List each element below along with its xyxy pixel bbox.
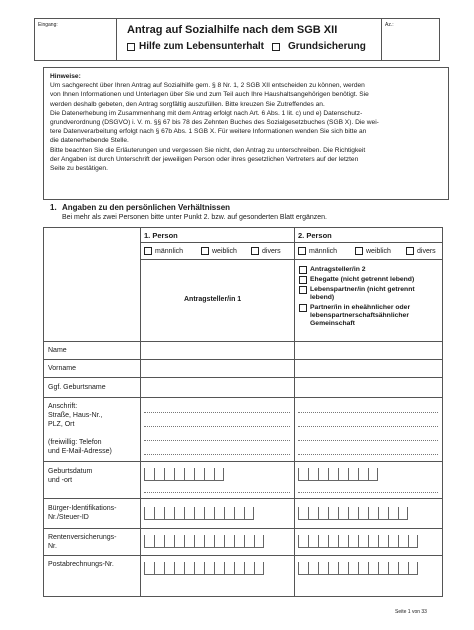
hinweise-line: von Ihnen Informationen und Unterlagen über Sie und zum Teil auch Ihre Haushaltsangehörigen benötigt. Sie [50, 91, 369, 99]
hinweise-line: werden deshalb gebeten, den Antrag sorgfältig auszufüllen. Bitte kreuzen Sie Zutreffendes an. [50, 100, 325, 108]
p1-birthplace-line[interactable] [144, 492, 290, 493]
role-checkbox[interactable] [299, 266, 307, 274]
hinweise-box [43, 67, 449, 200]
p1-weiblich-checkbox[interactable] [201, 247, 209, 255]
p1-divers-checkbox[interactable] [251, 247, 259, 255]
az-field[interactable] [381, 19, 439, 60]
name-label: Name [48, 347, 67, 354]
grundsicherung-label: Grundsicherung [288, 41, 366, 52]
hinweise-title: Hinweise: [50, 73, 81, 80]
personal-details-table [43, 227, 443, 597]
person2-heading: 2. Person [298, 231, 332, 240]
hinweise-line: tere Datenverarbeitung erfolgt nach § 67b Abs. 1 SGB X. Für weitere Informationen wenden Sie sich bitte an [50, 128, 367, 136]
divers-label: divers [417, 247, 436, 255]
p1-maennlich-option[interactable] [144, 247, 183, 255]
p1-steuer-id-boxes[interactable] [144, 507, 254, 520]
form-title: Antrag auf Sozialhilfe nach dem SGB XII [127, 24, 338, 36]
role-partner-gemeinschaft[interactable] [299, 304, 441, 328]
address-line[interactable] [144, 454, 290, 455]
role-label: Antragsteller/in 2 [310, 266, 366, 273]
weiblich-label: weiblich [212, 247, 237, 255]
az-label: Az.: [385, 22, 394, 28]
address-line[interactable] [298, 440, 438, 441]
hinweise-line: die datenerhebende Stelle. [50, 137, 129, 145]
person2-role-options [299, 266, 441, 330]
p2-weiblich-checkbox[interactable] [355, 247, 363, 255]
hinweise-line: Bitte beachten Sie die Erläuterungen und vergessen Sie nicht, den Antrag zu unterschreiben. Die Richtigkeit [50, 146, 366, 154]
role-label: Ehegatte (nicht getrennt lebend) [310, 276, 415, 283]
p2-weiblich-option[interactable] [355, 247, 391, 255]
form-header [34, 18, 440, 61]
section-subtitle: Bei mehr als zwei Personen bitte unter Punkt 2. bzw. auf gesonderten Blatt ergänzen. [62, 214, 327, 221]
divers-label: divers [262, 247, 281, 255]
eingang-label: Eingang: [38, 22, 58, 28]
p2-birthplace-line[interactable] [298, 492, 438, 493]
geburtsname-label: Ggf. Geburtsname [48, 384, 106, 391]
address-line[interactable] [298, 412, 438, 413]
role-label: Partner/in in eheähnlicher oder lebenspartnerschaftsähnlicher Gemeinschaft [310, 304, 411, 327]
role-antragsteller2[interactable] [299, 266, 441, 274]
address-line[interactable] [144, 426, 290, 427]
p2-maennlich-checkbox[interactable] [298, 247, 306, 255]
p1-postabrechnung-boxes[interactable] [144, 562, 264, 575]
help-type-options [127, 41, 366, 52]
role-ehegatte[interactable] [299, 276, 441, 284]
address-line[interactable] [298, 426, 438, 427]
hinweise-line: grundverordnung (DSGVO) i. V. m. §§ 67 bis 78 des Zehnten Buches des Sozialgesetzbuches (SGB X). Die wei- [50, 119, 379, 127]
postabrechnung-label: Postabrechnungs-Nr. [48, 561, 114, 568]
rentenversicherung-label: Rentenversicherungs- Nr. [48, 534, 117, 550]
maennlich-label: männlich [155, 247, 184, 255]
address-line[interactable] [144, 412, 290, 413]
hinweise-line: Die Datenerhebung im Zusammenhang mit dem Antrag erfolgt nach Art. 6 Abs. 1 lit. c) und e) Datenschutz- [50, 109, 363, 117]
role-checkbox[interactable] [299, 304, 307, 312]
buerger-id-label: Bürger-Identifikations- Nr./Steuer-ID [48, 505, 117, 521]
p2-birthdate-boxes[interactable] [298, 468, 378, 481]
person1-heading: 1. Person [144, 231, 178, 240]
hinweise-line: Um sachgerecht über Ihren Antrag auf Sozialhilfe gem. § 8 Nr. 1, 2 SGB XII entscheiden zu können, werden [50, 82, 365, 90]
address-line[interactable] [144, 440, 290, 441]
p1-divers-option[interactable] [251, 247, 281, 255]
p2-divers-option[interactable] [406, 247, 436, 255]
role-checkbox[interactable] [299, 286, 307, 294]
role-label: Lebenspartner/in (nicht getrennt lebend) [310, 286, 415, 301]
hilfe-lebensunterhalt-checkbox[interactable] [127, 43, 135, 51]
p2-maennlich-option[interactable] [298, 247, 337, 255]
p1-birthdate-boxes[interactable] [144, 468, 224, 481]
p1-weiblich-option[interactable] [201, 247, 237, 255]
anschrift-label: Anschrift: Straße, Haus-Nr., PLZ, Ort (freiwillig: Telefon und E-Mail-Adresse) [48, 403, 112, 455]
role-checkbox[interactable] [299, 276, 307, 284]
geburtsdatum-label: Geburtsdatum und -ort [48, 468, 93, 484]
p1-rv-nr-boxes[interactable] [144, 535, 264, 548]
p2-postabrechnung-boxes[interactable] [298, 562, 418, 575]
p2-rv-nr-boxes[interactable] [298, 535, 418, 548]
p2-steuer-id-boxes[interactable] [298, 507, 408, 520]
hinweise-line: Seite zu bestätigen. [50, 165, 108, 173]
weiblich-label: weiblich [366, 247, 391, 255]
maennlich-label: männlich [309, 247, 338, 255]
p1-maennlich-checkbox[interactable] [144, 247, 152, 255]
p2-divers-checkbox[interactable] [406, 247, 414, 255]
applicant-1-label: Antragsteller/in 1 [184, 296, 242, 303]
hinweise-line: der Angaben ist durch Unterschrift der jeweiligen Person oder ihres gesetzlichen Vertreters auf der letzten [50, 155, 359, 163]
vorname-label: Vorname [48, 365, 77, 372]
role-lebenspartner[interactable] [299, 286, 434, 302]
address-line[interactable] [298, 454, 438, 455]
grundsicherung-checkbox[interactable] [272, 43, 280, 51]
eingang-field[interactable] [35, 19, 117, 60]
page-footer: Seite 1 von 33 [395, 609, 427, 615]
section-title: Angaben zu den persönlichen Verhältnissen [62, 203, 231, 212]
hilfe-lebensunterhalt-label: Hilfe zum Lebensunterhalt [139, 41, 265, 52]
section-number: 1. [50, 203, 57, 212]
